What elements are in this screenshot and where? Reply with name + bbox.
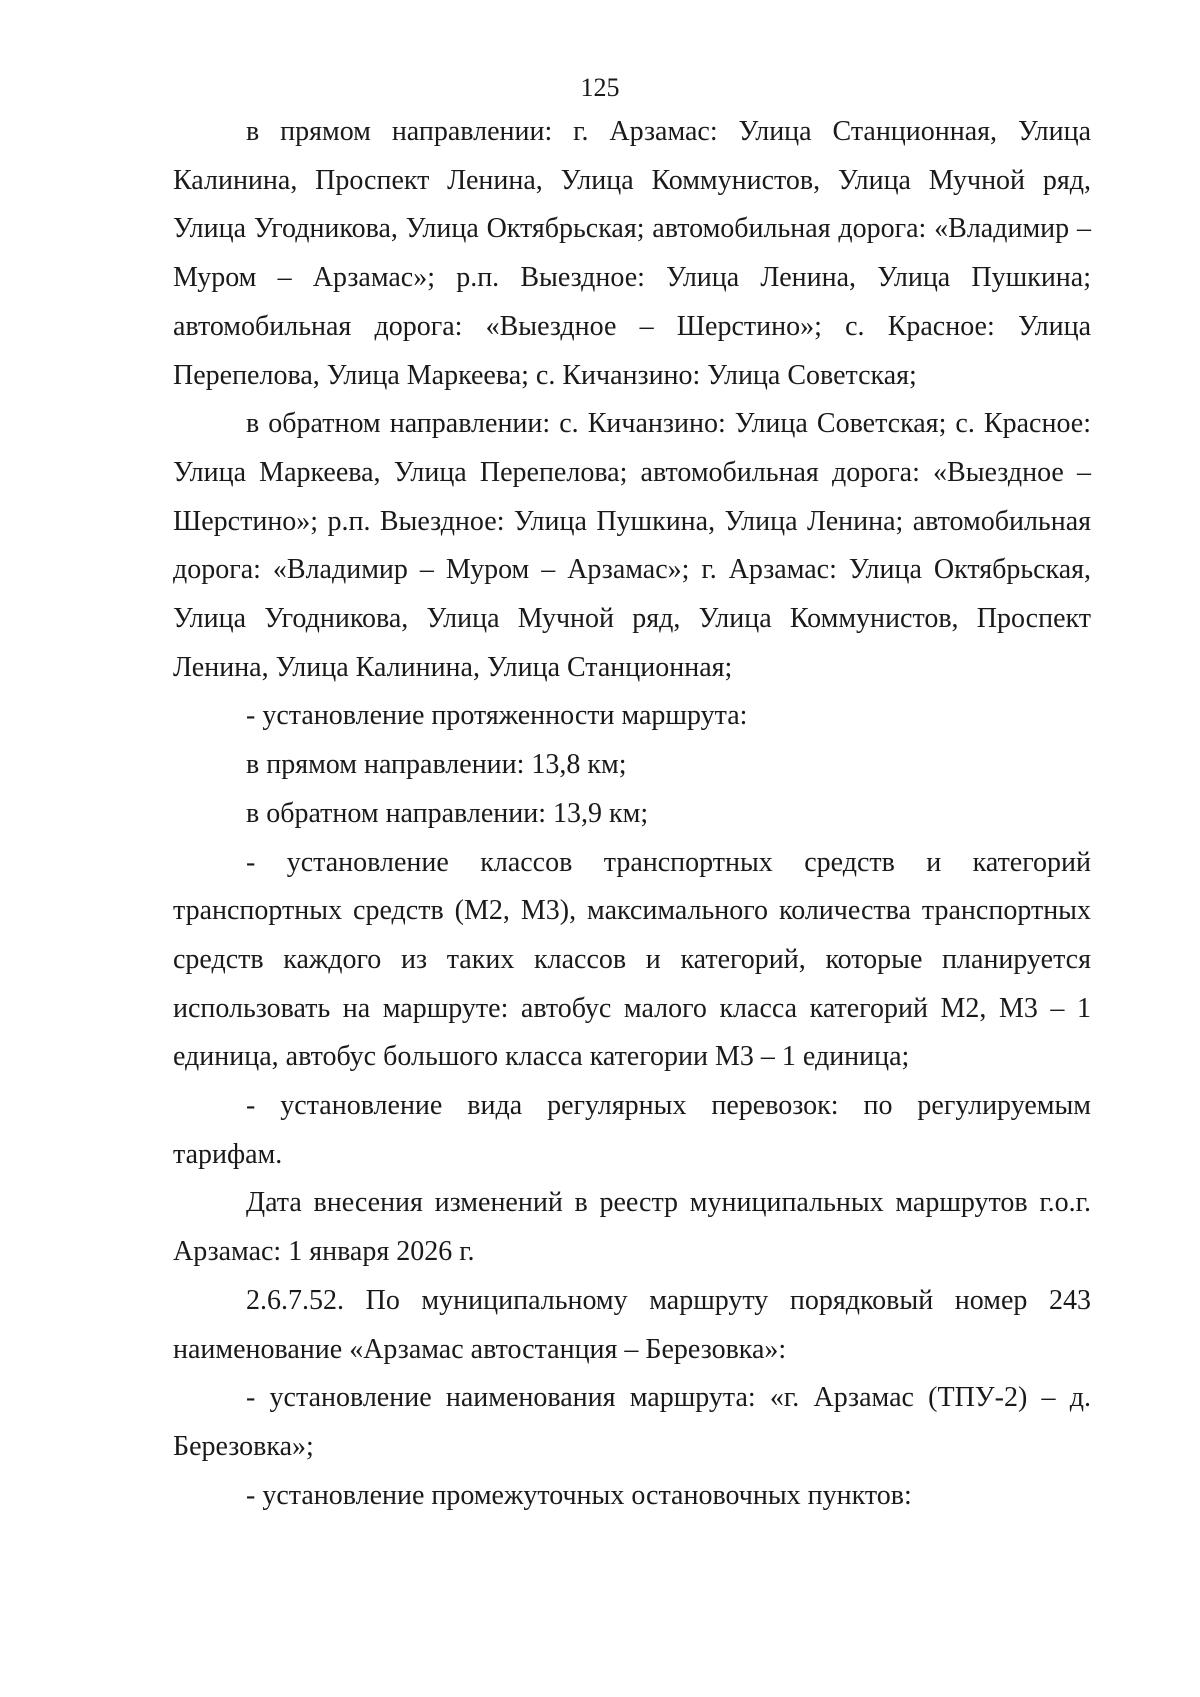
- paragraph-transport-type: - установление вида регулярных перевозок: по регулируемым тарифам.: [173, 1090, 1091, 1170]
- paragraph-forward-length: в прямом направлении: 13,8 км;: [246, 749, 627, 781]
- paragraph-section-2-6-7-52: 2.6.7.52. По муниципальному маршруту порядковый номер 243 наименование «Арзамас автостанция – Березовка»:: [173, 1284, 1091, 1365]
- paragraph-reverse-length: в обратном направлении: 13,9 км;: [246, 797, 649, 829]
- paragraph-route-name: - установление наименования маршрута: «г. Арзамас (ТПУ-2) – д. Березовка»;: [173, 1382, 1091, 1462]
- paragraph-vehicle-classes: - установление классов транспортных средств и категорий транспортных средств (М2, М3), максимального количества транспортных средств каждого из таких классов и категорий, которые планируется использовать на маршруте: автобус малого класса категорий М2, М3 – 1 единица, автобус большого класса категории М3 – 1 единица;: [173, 846, 1091, 1073]
- paragraph-reverse-route-streets: в обратном направлении: с. Кичанзино: Улица Советская; с. Красное: Улица Маркеева, Улица Перепелова; автомобильная дорога: «Выездное – Шерстино»; р.п. Выездное: Улица Пушкина, Улица Ленина; автомобильная дорога: «Владимир – Муром – Арзамас»; г. Арзамас: Улица Октябрьская, Улица Угодникова, Улица Мучной ряд, Улица Коммунистов, Проспект Ленина, Улица Калинина, Улица Станционная;: [173, 408, 1091, 683]
- paragraph-registry-date: Дата внесения изменений в реестр муниципальных маршрутов г.о.г. Арзамас: 1 января 2026 г.: [173, 1187, 1091, 1268]
- paragraph-forward-route-streets: в прямом направлении: г. Арзамас: Улица Станционная, Улица Калинина, Проспект Ленина, Улица Коммунистов, Улица Мучной ряд, Улица Угодникова, Улица Октябрьская; автомобильная дорога: «Владимир – Муром – Арзамас»; р.п. Выездное: Улица Ленина, Улица Пушкина; автомобильная дорога: «Выездное – Шерстино»; с. Красное: Улица Перепелова, Улица Маркеева; с. Кичанзино: Улица Советская;: [173, 116, 1091, 391]
- page-number: 125: [580, 73, 620, 102]
- paragraph-intermediate-stops: - установление промежуточных остановочных пунктов:: [246, 1479, 912, 1511]
- document-body: [173, 108, 1091, 1520]
- paragraph-route-length-heading: - установление протяженности маршрута:: [246, 700, 748, 732]
